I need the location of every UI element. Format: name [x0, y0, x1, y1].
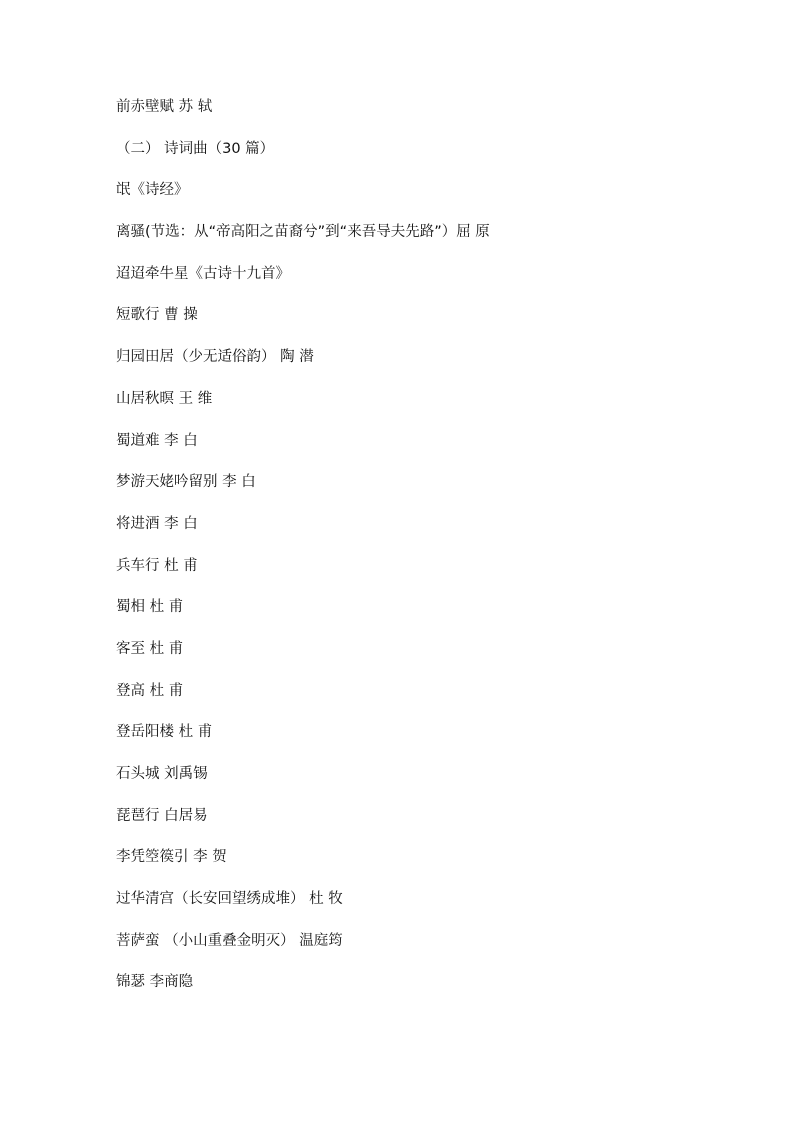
list-item: 迢迢牵牛星《古诗十九首》 — [116, 265, 290, 282]
list-item: 氓《诗经》 — [116, 182, 189, 199]
list-item: 过华清宫（长安回望绣成堆） 杜 牧 — [116, 891, 343, 908]
list-item: 登岳阳楼 杜 甫 — [116, 724, 213, 741]
list-item: 兵车行 杜 甫 — [116, 557, 198, 574]
list-item: 蜀相 杜 甫 — [116, 599, 184, 616]
list-item: 菩萨蛮 （小山重叠金明灭） 温庭筠 — [116, 932, 343, 949]
list-item: 梦游天姥吟留别 李 白 — [116, 474, 256, 491]
list-item: 蜀道难 李 白 — [116, 432, 198, 449]
list-item: 离骚(节选：从“帝高阳之苗裔兮”到“来吾导夫先路”）屈 原 — [116, 224, 490, 241]
list-item: 石头城 刘禹锡 — [116, 766, 208, 782]
list-item: 锦瑟 李商隐 — [116, 974, 194, 991]
list-item: 将进酒 李 白 — [116, 515, 198, 532]
list-item: 归园田居（少无适俗韵） 陶 潜 — [116, 349, 314, 366]
list-item: 客至 杜 甫 — [116, 640, 184, 657]
list-item: 登高 杜 甫 — [116, 682, 184, 699]
text-line-title-qianchibifu: 前赤壁赋 苏 轼 — [116, 99, 213, 115]
document-body — [116, 97, 736, 1014]
list-item: 山居秋暝 王 维 — [116, 390, 213, 407]
section-heading-shicique: （二） 诗词曲（30 篇） — [116, 140, 275, 157]
list-item: 短歌行 曹 操 — [116, 307, 198, 324]
list-item: 李凭箜篌引 李 贺 — [116, 849, 227, 866]
list-item: 琵琶行 白居易 — [116, 807, 208, 824]
